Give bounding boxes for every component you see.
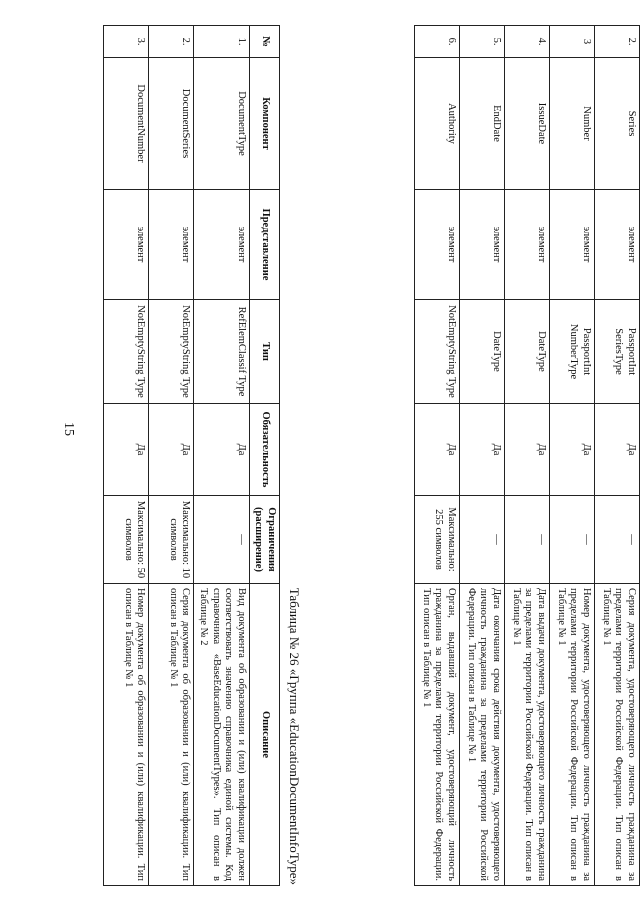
table-row: [550, 26, 595, 886]
cell-component: DocumentNumber: [104, 58, 149, 190]
passport-table: [414, 25, 640, 886]
cell-component: Authority: [415, 58, 460, 190]
cell-desc: Дата окончания срока действия документа, удостоверяющего личность гражданина за пределами территории Российской Федерации. Тип описан в Таблице № 1: [460, 584, 505, 886]
cell-num: 3.: [104, 26, 149, 58]
cell-constraint: —: [460, 496, 505, 584]
cell-repr: элемент: [505, 190, 550, 300]
cell-required: Да: [149, 404, 194, 496]
cell-num: 5.: [460, 26, 505, 58]
table-row: [505, 26, 550, 886]
cell-desc: Номер документа, удостоверяющего личность гражданина за пределами территории Российской Федерации. Тип описан в Таблице № 1: [550, 584, 595, 886]
cell-constraint: Максимально: 50 символов: [104, 496, 149, 584]
cell-constraint: —: [505, 496, 550, 584]
cell-num: 2.: [149, 26, 194, 58]
education-document-table: [103, 25, 280, 886]
cell-repr: элемент: [550, 190, 595, 300]
cell-component: DocumentType: [194, 58, 249, 190]
cell-component: DocumentSeries: [149, 58, 194, 190]
cell-constraint: Максимально: 255 символов: [415, 496, 460, 584]
table-caption: Таблица № 26 «Группа «EducationDocumentInfoType»: [287, 587, 302, 885]
cell-desc: Вид документа об образовании и (или) квалификации должен соответствовать значению справочника единой системы. Код справочника «BaseEducationDocumentTypes». Тип описан в Таблице № 2: [194, 584, 249, 886]
cell-component: Series: [595, 58, 640, 190]
rotated-page-content: [80, 25, 640, 885]
cell-type: NotEmptyString Type: [104, 300, 149, 404]
header-type: Тип: [249, 300, 279, 404]
cell-required: Да: [415, 404, 460, 496]
cell-desc: Серия документа, удостоверяющего личность гражданина за пределами территории Российской Федерации. Тип описан в Таблице № 1: [595, 584, 640, 886]
cell-required: Да: [194, 404, 249, 496]
cell-type: DateType: [505, 300, 550, 404]
cell-component: Number: [550, 58, 595, 190]
table-row: [104, 26, 149, 886]
header-required: Обязательность: [249, 404, 279, 496]
cell-constraint: —: [194, 496, 249, 584]
cell-desc: Дата выдачи документа, удостоверяющего личность гражданина за пределами территории Российской Федерации. Тип описан в Таблице № 1: [505, 584, 550, 886]
cell-desc: Серия документа об образовании и (или) квалификации. Тип описан в Таблице № 1: [149, 584, 194, 886]
cell-required: Да: [104, 404, 149, 496]
cell-num: 1.: [194, 26, 249, 58]
cell-repr: элемент: [104, 190, 149, 300]
header-component: Компонент: [249, 58, 279, 190]
cell-constraint: —: [550, 496, 595, 584]
cell-type: RefElemClassif Type: [194, 300, 249, 404]
cell-component: IssueDate: [505, 58, 550, 190]
header-desc: Описание: [249, 584, 279, 886]
cell-required: Да: [460, 404, 505, 496]
page-number: 15: [61, 422, 76, 436]
cell-repr: элемент: [415, 190, 460, 300]
cell-repr: элемент: [149, 190, 194, 300]
cell-type: PassportInt NumberType: [550, 300, 595, 404]
table-row: [149, 26, 194, 886]
table-row: [194, 26, 249, 886]
cell-num: 6.: [415, 26, 460, 58]
cell-type: NotEmptyString Type: [149, 300, 194, 404]
table-header-row: [249, 26, 279, 886]
cell-constraint: —: [595, 496, 640, 584]
header-num: №: [249, 26, 279, 58]
cell-desc: Орган, выдавший документ, удостоверяющий личность гражданина за пределами территории Российской Федерации. Тип описан в Таблице № 1: [415, 584, 460, 886]
cell-type: PassportInt SeriesType: [595, 300, 640, 404]
cell-repr: элемент: [595, 190, 640, 300]
header-repr: Представление: [249, 190, 279, 300]
cell-required: Да: [595, 404, 640, 496]
table-row: [415, 26, 460, 886]
cell-desc: Номер документа об образовании и (или) квалификации. Тип описан в Таблице № 1: [104, 584, 149, 886]
cell-num: 2.: [595, 26, 640, 58]
table-row: [595, 26, 640, 886]
cell-type: DateType: [460, 300, 505, 404]
cell-required: Да: [550, 404, 595, 496]
cell-required: Да: [505, 404, 550, 496]
cell-component: EndDate: [460, 58, 505, 190]
cell-repr: элемент: [460, 190, 505, 300]
cell-repr: элемент: [194, 190, 249, 300]
cell-num: 3: [550, 26, 595, 58]
table-row: [460, 26, 505, 886]
cell-constraint: Максимально: 10 символов: [149, 496, 194, 584]
header-constraint: Ограничения (расширение): [249, 496, 279, 584]
cell-type: NotEmptyString Type: [415, 300, 460, 404]
cell-num: 4.: [505, 26, 550, 58]
